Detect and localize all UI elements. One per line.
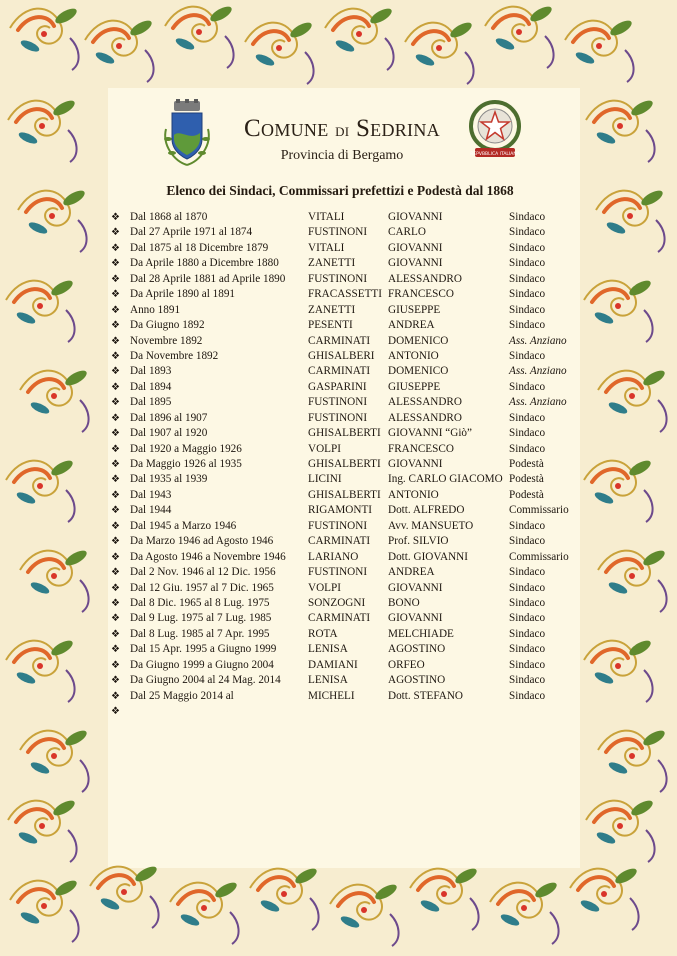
role-text: Sindaco: [509, 674, 546, 687]
bullet-icon: ❖: [111, 350, 120, 362]
period-text: Dal 1896 al 1907: [130, 411, 208, 424]
list-item: [111, 395, 581, 410]
list-item: [111, 334, 581, 349]
bullet-icon: ❖: [111, 304, 120, 316]
bullet-icon: ❖: [111, 474, 120, 486]
role-text: Sindaco: [509, 658, 546, 671]
list-item: [111, 411, 581, 426]
role-text: Sindaco: [509, 411, 546, 424]
role-text: Ass. Anziano: [509, 334, 567, 347]
role-text: Sindaco: [509, 689, 546, 702]
role-text: Sindaco: [509, 643, 546, 656]
period-text: Dal 1944: [130, 504, 172, 517]
role-text: Podestà: [509, 473, 544, 486]
bullet-icon: ❖: [111, 628, 120, 640]
period-text: Dal 1893: [130, 365, 172, 378]
role-text: Sindaco: [509, 519, 546, 532]
page-title: Comune di Sedrina: [244, 115, 440, 142]
list-item: [111, 472, 581, 487]
given-name-text: GIUSEPPE: [388, 303, 441, 316]
bullet-icon: ❖: [111, 551, 120, 563]
bullet-icon: ❖: [111, 242, 120, 254]
period-text: Novembre 1892: [130, 334, 203, 347]
list-item: [111, 241, 581, 256]
given-name-text: AGOSTINO: [388, 674, 446, 687]
surname-text: VOLPI: [308, 442, 341, 455]
surname-text: FUSTINONI: [308, 272, 368, 285]
surname-text: FUSTINONI: [308, 411, 368, 424]
list-item: [111, 272, 581, 287]
period-text: Dal 1875 al 18 Dicembre 1879: [130, 241, 269, 254]
role-text: Podestà: [509, 488, 544, 501]
role-text: Sindaco: [509, 627, 546, 640]
given-name-text: Avv. MANSUETO: [388, 519, 474, 532]
given-name-text: ORFEO: [388, 658, 425, 671]
period-text: Dal 2 Nov. 1946 al 12 Dic. 1956: [130, 566, 276, 579]
role-text: Sindaco: [509, 226, 546, 239]
bullet-icon: ❖: [111, 675, 120, 687]
surname-text: CARMINATI: [308, 365, 371, 378]
bullet-icon: ❖: [111, 381, 120, 393]
bullet-icon: ❖: [111, 273, 120, 285]
period-text: Da Giugno 2004 al 24 Mag. 2014: [130, 674, 281, 687]
given-name-text: Dott. ALFREDO: [388, 504, 465, 517]
given-name-text: GIOVANNI: [388, 241, 443, 254]
coat-of-arms-icon: [160, 99, 214, 169]
list-item: [111, 704, 581, 719]
period-text: Dal 15 Apr. 1995 a Giugno 1999: [130, 643, 277, 656]
role-text: Podestà: [509, 458, 544, 470]
list-item: [111, 225, 581, 240]
bullet-icon: ❖: [111, 212, 120, 223]
period-text: Dal 1945 a Marzo 1946: [130, 519, 237, 532]
bullet-icon: ❖: [111, 536, 120, 548]
role-text: Sindaco: [509, 596, 546, 609]
period-text: Dal 25 Maggio 2014 al: [130, 689, 234, 702]
list-item: [111, 303, 581, 318]
list-item: [111, 442, 581, 457]
surname-text: FRACASSETTI: [308, 288, 382, 301]
role-text: Sindaco: [509, 241, 546, 254]
surname-text: VITALI: [308, 241, 345, 254]
list-item: [111, 488, 581, 503]
bullet-icon: ❖: [111, 443, 120, 455]
role-text: Sindaco: [509, 349, 546, 362]
given-name-text: ALESSANDRO: [388, 411, 462, 424]
surname-text: SONZOGNI: [308, 596, 366, 609]
role-text: Sindaco: [509, 211, 546, 223]
period-text: Dal 27 Aprile 1971 al 1874: [130, 226, 253, 239]
bullet-icon: ❖: [111, 706, 120, 717]
role-text: Ass. Anziano: [509, 396, 567, 409]
bullet-icon: ❖: [111, 489, 120, 501]
list-item: [111, 210, 581, 225]
role-text: Sindaco: [509, 442, 546, 455]
bullet-icon: ❖: [111, 289, 120, 301]
list-item: [111, 689, 581, 704]
period-text: Dal 1920 a Maggio 1926: [130, 442, 242, 455]
given-name-text: ANTONIO: [388, 349, 439, 362]
surname-text: ROTA: [308, 627, 338, 640]
period-text: Da Giugno 1892: [130, 319, 205, 332]
bullet-icon: ❖: [111, 428, 120, 440]
given-name-text: GIOVANNI: [388, 581, 443, 594]
role-text: Sindaco: [509, 581, 546, 594]
period-text: Dal 9 Lug. 1975 al 7 Lug. 1985: [130, 612, 272, 625]
bullet-icon: ❖: [111, 459, 120, 470]
list-item: [111, 349, 581, 364]
given-name-text: GIOVANNI: [388, 458, 443, 470]
surname-text: GASPARINI: [308, 380, 367, 393]
bullet-icon: ❖: [111, 258, 120, 270]
surname-text: CARMINATI: [308, 612, 371, 625]
bullet-icon: ❖: [111, 659, 120, 671]
bullet-icon: ❖: [111, 320, 120, 332]
bullet-icon: ❖: [111, 397, 120, 409]
surname-text: DAMIANI: [308, 658, 358, 671]
role-text: Sindaco: [509, 303, 546, 316]
period-text: Anno 1891: [130, 303, 181, 316]
given-name-text: AGOSTINO: [388, 643, 446, 656]
given-name-text: GIOVANNI: [388, 211, 443, 223]
period-text: Dal 1868 al 1870: [130, 211, 208, 223]
given-name-text: CARLO: [388, 226, 426, 239]
bullet-icon: ❖: [111, 412, 120, 424]
bullet-icon: ❖: [111, 613, 120, 625]
surname-text: RIGAMONTI: [308, 504, 373, 517]
bullet-icon: ❖: [111, 597, 120, 609]
list-item: [111, 519, 581, 534]
given-name-text: GIOVANNI “Giò”: [388, 427, 472, 440]
period-text: Da Marzo 1946 ad Agosto 1946: [130, 535, 274, 548]
list-item: [111, 256, 581, 271]
period-text: Da Giugno 1999 a Giugno 2004: [130, 658, 274, 671]
page-subtitle: Provincia di Bergamo: [280, 148, 404, 163]
surname-text: FUSTINONI: [308, 566, 368, 579]
given-name-text: ANTONIO: [388, 488, 439, 501]
period-text: Dal 1907 al 1920: [130, 427, 208, 440]
list-item: [111, 550, 581, 565]
list-item: [111, 673, 581, 688]
role-text: Commissario: [509, 550, 569, 563]
bullet-icon: ❖: [111, 582, 120, 594]
document-header: [0, 95, 677, 175]
role-text: Sindaco: [509, 612, 546, 625]
bullet-icon: ❖: [111, 366, 120, 378]
given-name-text: Dott. GIOVANNI: [388, 550, 468, 563]
surname-text: GHISALBERTI: [308, 427, 381, 440]
given-name-text: Prof. SILVIO: [388, 535, 449, 548]
period-text: Da Novembre 1892: [130, 349, 219, 362]
period-text: Dal 1894: [130, 380, 172, 393]
list-item: [111, 596, 581, 611]
bullet-icon: ❖: [111, 335, 120, 347]
list-item: [111, 658, 581, 673]
emblem-ribbon-text: REPVBBLICA ITALIANA: [470, 152, 520, 157]
surname-text: CARMINATI: [308, 334, 371, 347]
surname-text: LENISA: [308, 674, 348, 687]
period-text: Dal 1943: [130, 488, 172, 501]
bullet-icon: ❖: [111, 567, 120, 579]
list-item: [111, 565, 581, 580]
surname-text: LENISA: [308, 643, 348, 656]
list-item: [111, 534, 581, 549]
list-item: [111, 503, 581, 518]
given-name-text: MELCHIADE: [388, 627, 454, 640]
given-name-text: GIOVANNI: [388, 257, 443, 270]
given-name-text: ANDREA: [388, 319, 435, 332]
given-name-text: GIOVANNI: [388, 612, 443, 625]
surname-text: LICINI: [308, 473, 342, 486]
list-item: [111, 627, 581, 642]
bullet-icon: ❖: [111, 505, 120, 517]
period-text: Da Agosto 1946 a Novembre 1946: [130, 550, 286, 563]
surname-text: ZANETTI: [308, 257, 356, 270]
given-name-text: Ing. CARLO GIACOMO: [388, 473, 503, 486]
list-heading: Elenco dei Sindaci, Commissari prefettizi e Podestà dal 1868: [166, 183, 514, 198]
surname-text: FUSTINONI: [308, 396, 368, 409]
role-text: Sindaco: [509, 566, 546, 579]
surname-text: ZANETTI: [308, 303, 356, 316]
period-text: Dal 28 Aprile 1881 ad Aprile 1890: [130, 272, 286, 285]
list-item: [111, 581, 581, 596]
period-text: Da Aprile 1880 a Dicembre 1880: [130, 257, 279, 270]
list-item: [111, 380, 581, 395]
surname-text: MICHELI: [308, 689, 355, 702]
role-text: Sindaco: [509, 427, 546, 440]
list-item: [111, 457, 581, 472]
period-text: Dal 1895: [130, 396, 172, 409]
surname-text: PESENTI: [308, 319, 353, 332]
republic-emblem-icon: [466, 99, 524, 161]
list-item: [111, 287, 581, 302]
given-name-text: DOMENICO: [388, 365, 449, 378]
given-name-text: ALESSANDRO: [388, 396, 462, 409]
given-name-text: ANDREA: [388, 566, 435, 579]
bullet-icon: ❖: [111, 227, 120, 239]
period-text: Dal 8 Lug. 1985 al 7 Apr. 1995: [130, 627, 270, 640]
surname-text: CARMINATI: [308, 535, 371, 548]
surname-text: VOLPI: [308, 581, 341, 594]
surname-text: FUSTINONI: [308, 519, 368, 532]
mayor-list: [111, 210, 581, 719]
surname-text: FUSTINONI: [308, 226, 368, 239]
role-text: Commissario: [509, 504, 569, 517]
role-text: Sindaco: [509, 319, 546, 332]
role-text: Sindaco: [509, 272, 546, 285]
role-text: Sindaco: [509, 380, 546, 393]
surname-text: GHISALBERI: [308, 349, 375, 362]
period-text: Dal 8 Dic. 1965 al 8 Lug. 1975: [130, 596, 270, 609]
bullet-icon: ❖: [111, 690, 120, 702]
list-item: [111, 642, 581, 657]
period-text: Dal 1935 al 1939: [130, 473, 208, 486]
list-item: [111, 611, 581, 626]
given-name-text: FRANCESCO: [388, 288, 454, 301]
surname-text: GHISALBERTI: [308, 458, 381, 470]
period-text: Dal 12 Giu. 1957 al 7 Dic. 1965: [130, 581, 274, 594]
role-text: Sindaco: [509, 535, 546, 548]
period-text: Da Aprile 1890 al 1891: [130, 288, 236, 301]
bullet-icon: ❖: [111, 644, 120, 656]
role-text: Ass. Anziano: [509, 365, 567, 378]
given-name-text: FRANCESCO: [388, 442, 454, 455]
given-name-text: ALESSANDRO: [388, 272, 462, 285]
role-text: Sindaco: [509, 257, 546, 270]
role-text: Sindaco: [509, 288, 546, 301]
bullet-icon: ❖: [111, 520, 120, 532]
list-item: [111, 426, 581, 441]
list-item: [111, 364, 581, 379]
period-text: Da Maggio 1926 al 1935: [130, 458, 242, 470]
surname-text: GHISALBERTI: [308, 488, 381, 501]
given-name-text: GIUSEPPE: [388, 380, 441, 393]
surname-text: VITALI: [308, 211, 345, 223]
list-item: [111, 318, 581, 333]
given-name-text: DOMENICO: [388, 334, 449, 347]
given-name-text: BONO: [388, 596, 420, 609]
surname-text: LARIANO: [308, 550, 359, 563]
given-name-text: Dott. STEFANO: [388, 689, 464, 702]
